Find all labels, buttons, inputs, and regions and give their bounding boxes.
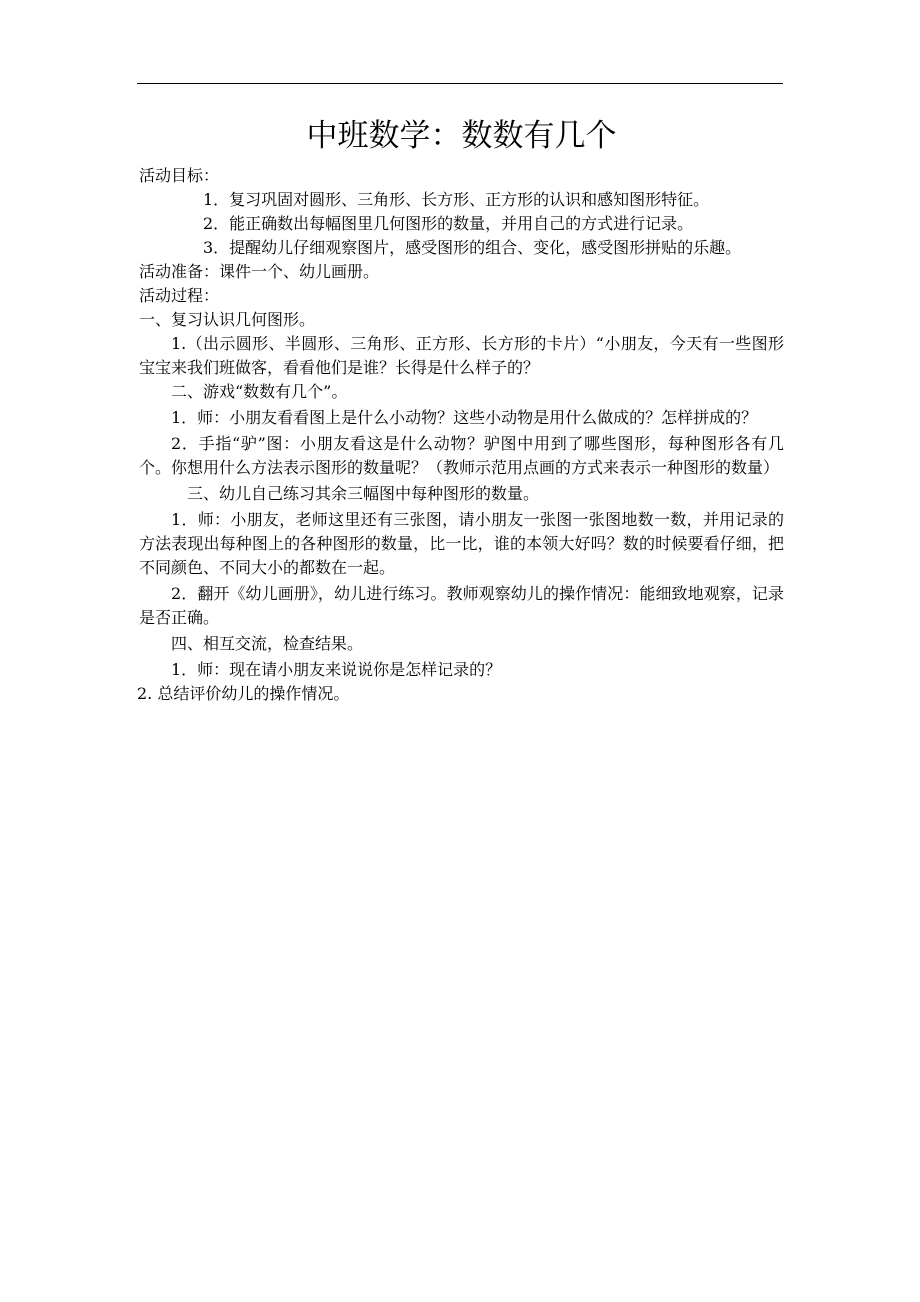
section-3-heading: 三、幼儿自己练习其余三幅图中每种图形的数量。 [187,484,540,503]
section-4-heading: 四、相互交流，检查结果。 [171,634,364,653]
page-title: 中班数学：数数有几个 [306,118,617,154]
section-2-item-1: 1．师：小朋友看看图上是什么小动物？这些小动物是用什么做成的？怎样拼成的？ [171,408,758,427]
section-4-item-1: 1．师：现在请小朋友来说说你是怎样记录的？ [171,660,502,679]
section-2-heading: 二、游戏“数数有几个”。 [171,382,348,401]
preparation-line: 活动准备：课件一个、幼儿画册。 [139,262,380,281]
goal-item-1: 1．复习巩固对圆形、三角形、长方形、正方形的认识和感知图形特征。 [203,190,710,209]
section-1-item-1: 1.（出示圆形、半圆形、三角形、正方形、长方形的卡片）“小朋友，今天有一些图形宝宝来我们班做客，看看他们是谁？长得是什么样子的？ [139,334,784,377]
section-1-heading: 一、复习认识几何图形。 [139,310,316,329]
section-3-item-2: 2．翻开《幼儿画册》，幼儿进行练习。教师观察幼儿的操作情况：能细致地观察，记录是否正确。 [139,584,784,627]
goals-heading: 活动目标： [139,166,220,185]
section-2-item-2: 2．手指“驴”图：小朋友看这是什么动物？驴图中用到了哪些图形，每种图形各有几个。你想用什么方法表示图形的数量呢？（教师示范用点画的方式来表示一种图形的数量） [139,434,784,477]
goal-item-2: 2．能正确数出每幅图里几何图形的数量，并用自己的方式进行记录。 [203,214,694,233]
document-body [139,112,784,706]
process-heading: 活动过程： [139,286,220,305]
goal-item-3: 3．提醒幼儿仔细观察图片，感受图形的组合、变化，感受图形拼贴的乐趣。 [203,238,742,257]
section-4-item-2: 2. 总结评价幼儿的操作情况。 [137,684,350,703]
header-rule [137,83,783,84]
section-3-item-1: 1．师：小朋友，老师这里还有三张图，请小朋友一张图一张图地数一数，并用记录的方法表现出每种图上的各种图形的数量，比一比，谁的本领大好吗？数的时候要看仔细，把不同颜色、不同大小的都数在一起。 [139,510,784,577]
